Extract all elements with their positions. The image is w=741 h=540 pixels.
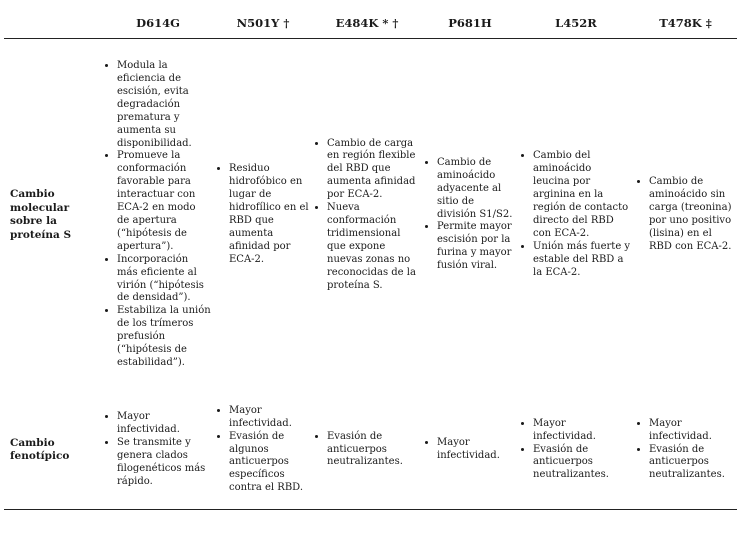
variants-table (4, 8, 737, 510)
bullet-item: • Cambio de carga en región flexible del RBD que aumenta afinidad por ECA-2. (327, 138, 419, 203)
header-corner (4, 8, 102, 39)
bullet-item: • Evasión de anticuerpos neutralizantes. (327, 431, 419, 470)
cell-phenotypic-p681h (422, 391, 518, 510)
bullet-item: • Cambio de aminoácido adyacente al sitio de división S1/S2. (437, 157, 515, 222)
bullet-item: • Nueva conformación tridimensional que expone nuevas zonas no reconocidas de la proteína S. (327, 202, 419, 292)
bullet-item: • Evasión de anticuerpos neutralizantes. (649, 444, 734, 483)
bullet-item: • Permite mayor escisión por la furina y mayor fusión viral. (437, 221, 515, 273)
bullet-item: • Unión más fuerte y estable del RBD a la ECA-2. (533, 241, 631, 280)
cell-molecular-d614g (102, 39, 214, 392)
cell-molecular-t478k (634, 39, 737, 392)
header-n501y: N501Y † (214, 8, 312, 39)
header-d614g: D614G (102, 8, 214, 39)
bullet-item: • Cambio de aminoácido sin carga (treonina) por uno positivo (lisina) en el RBD con ECA-2. (649, 176, 734, 253)
bullet-item: • Cambio del aminoácido leucina por arginina en la región de contacto directo del RBD con ECA-2. (533, 150, 631, 240)
bullet-item: • Modula la eficiencia de escisión, evita degradación prematura y aumenta su disponibilidad. (117, 60, 211, 150)
header-row (4, 8, 737, 39)
bullet-item: • Promueve la conformación favorable para interactuar con ECA-2 en modo de apertura (“hipótesis de apertura”). (117, 150, 211, 253)
cell-molecular-l452r (518, 39, 634, 392)
bullet-item: • Se transmite y genera clados filogenéticos más rápido. (117, 437, 211, 489)
cell-molecular-n501y (214, 39, 312, 392)
bullet-item: • Mayor infectividad. (229, 405, 309, 431)
bullet-item: • Mayor infectividad. (437, 437, 515, 463)
header-p681h: P681H (422, 8, 518, 39)
bullet-item: • Evasión de anticuerpos neutralizantes. (533, 444, 631, 483)
cell-phenotypic-n501y (214, 391, 312, 510)
cell-phenotypic-d614g (102, 391, 214, 510)
cell-phenotypic-l452r (518, 391, 634, 510)
bullet-item: • Mayor infectividad. (649, 418, 734, 444)
row-label-phenotypic: Cambio fenotípico (4, 391, 102, 510)
bullet-item: • Incorporación más eficiente al virión (“hipótesis de densidad”). (117, 254, 211, 306)
cell-phenotypic-e484k (312, 391, 422, 510)
bullet-item: • Evasión de algunos anticuerpos específicos contra el RBD. (229, 431, 309, 496)
row-label-molecular: Cambio molecular sobre la proteína S (10, 188, 72, 241)
cell-molecular-p681h (422, 39, 518, 392)
bullet-item: • Estabiliza la unión de los trímeros prefusión (“hipótesis de estabilidad”). (117, 305, 211, 370)
header-l452r: L452R (518, 8, 634, 39)
cell-phenotypic-t478k (634, 391, 737, 510)
header-e484k: E484K * † (312, 8, 422, 39)
bullet-item: • Residuo hidrofóbico en lugar de hidrofílico en el RBD que aumenta afinidad por ECA-2. (229, 163, 309, 266)
row-phenotypic-change (4, 391, 737, 510)
bullet-item: • Mayor infectividad. (117, 411, 211, 437)
header-t478k: T478K ‡ (634, 8, 737, 39)
row-molecular-change (4, 39, 737, 392)
cell-molecular-e484k (312, 39, 422, 392)
bullet-item: • Mayor infectividad. (533, 418, 631, 444)
